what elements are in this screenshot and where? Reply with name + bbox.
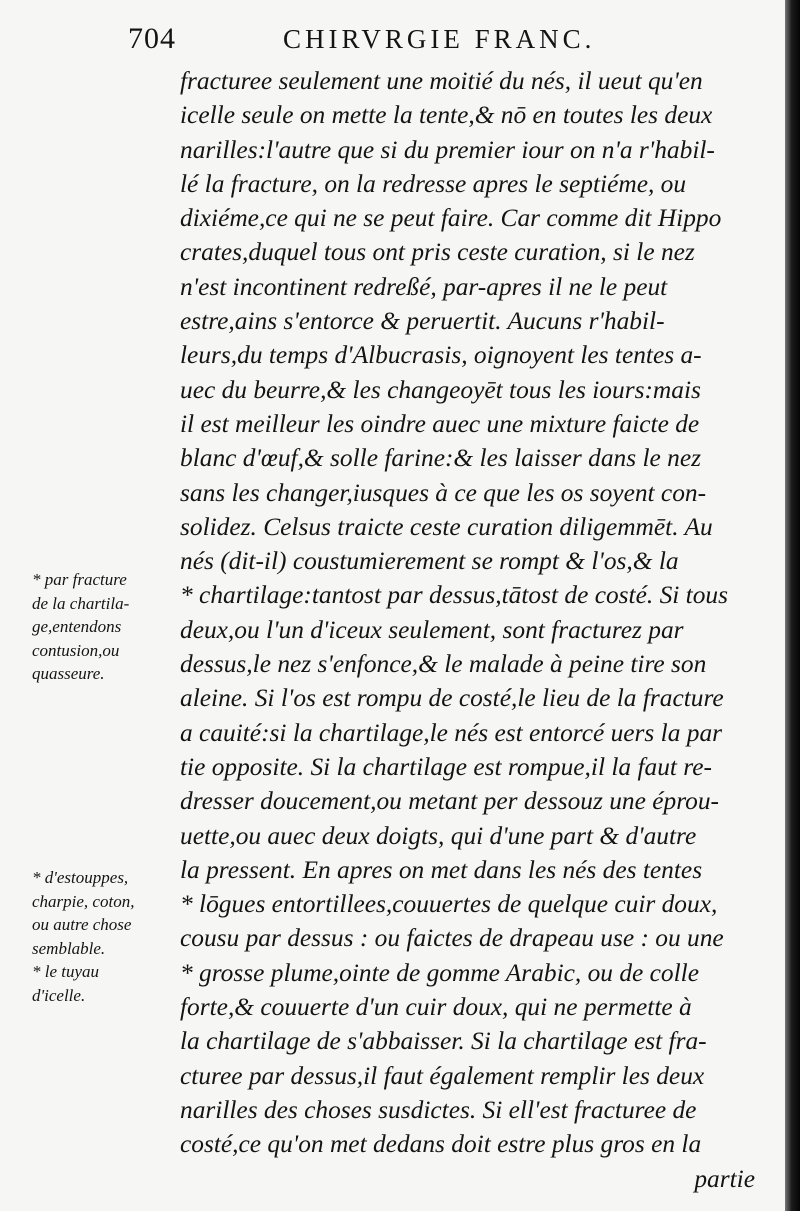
text-line: lé la fracture, on la redresse apres le septiéme, ou xyxy=(180,169,687,198)
text-line: tie opposite. Si la chartilage est rompue,il la faut re- xyxy=(180,752,712,781)
catchword: partie xyxy=(694,1164,755,1193)
page-number: 704 xyxy=(128,22,176,55)
margin-note-line: quasseure. xyxy=(32,664,105,683)
text-line: dresser doucement,ou metant per dessouz une éprou- xyxy=(180,787,719,816)
margin-note-line: de la chartila- xyxy=(32,593,130,613)
margin-note-line: ou autre chose xyxy=(32,915,132,934)
margin-note-line: d'icelle. xyxy=(32,985,86,1005)
text-line: uette,ou auec deux doigts, qui d'une part & d'autre xyxy=(180,821,697,850)
text-line: narilles des choses susdictes. Si ell'est fracturee de xyxy=(180,1095,697,1124)
text-line: nés (dit-il) coustumierement se rompt & l'os,& la xyxy=(180,547,679,576)
text-line: fracturee seulement une moitié du nés, il ueut qu'en xyxy=(180,67,703,95)
text-line: blanc d'œuf,& solle farine:& les laisser dans le nez xyxy=(180,444,701,473)
margin-note-line: * d'estouppes, xyxy=(32,868,129,887)
margin-note-line: charpie, coton, xyxy=(32,891,135,911)
text-line: * grosse plume,ointe de gomme Arabic, ou de colle xyxy=(180,958,699,987)
bleed-through-text xyxy=(30,190,170,530)
text-line: aleine. Si l'os est rompu de costé,le lieu de la fracture xyxy=(180,684,724,713)
text-line: narilles:l'autre que si du premier iour on n'a r'habil- xyxy=(180,135,715,164)
margin-note xyxy=(32,866,134,1007)
text-line: costé,ce qu'on met dedans doit estre plus gros en la xyxy=(180,1130,702,1159)
text-line: uec du beurre,& les changeoyēt tous les iours:mais xyxy=(180,375,701,404)
text-line: il est meilleur les oindre auec une mixture faicte de xyxy=(180,409,700,438)
running-head: CHIRVRGIE FRANC. xyxy=(283,24,596,54)
text-line: forte,& couuerte d'un cuir doux, qui ne permette à xyxy=(180,993,692,1022)
text-line: estre,ains s'entorce & peruertit. Aucuns r'habil- xyxy=(180,307,665,336)
text-line: icelle seule on mette la tente,& nō en toutes les deux xyxy=(180,101,713,130)
margin-note-line: ge,entendons xyxy=(32,617,122,636)
text-line: crates,duquel tous ont pris ceste curation, si le nez xyxy=(180,238,695,267)
margin-note xyxy=(32,568,129,686)
page-edge-shadow xyxy=(785,0,800,1211)
text-line: cturee par dessus,il faut également remplir les deux xyxy=(180,1061,705,1090)
margin-note-line: * le tuyau xyxy=(32,962,100,981)
text-line: la pressent. En apres on met dans les nés des tentes xyxy=(180,855,703,884)
margin-note-line: * par fracture xyxy=(32,570,127,589)
text-line: la chartilage de s'abbaisser. Si la chartilage est fra- xyxy=(180,1027,707,1056)
text-line: a cauité:si la chartilage,le nés est entorcé uers la par xyxy=(180,718,723,747)
text-line: dixiéme,ce qui ne se peut faire. Car comme dit Hippo xyxy=(180,204,722,233)
margin-note-line: semblable. xyxy=(32,938,106,958)
text-line: * chartilage:tantost par dessus,tātost de costé. Si tous xyxy=(180,581,728,610)
main-text-block xyxy=(180,64,765,1196)
margin-note-line: contusion,ou xyxy=(32,640,120,660)
text-line: deux,ou l'un d'iceux seulement, sont fracturez par xyxy=(180,615,684,644)
text-line: solidez. Celsus traicte ceste curation diligemmēt. Au xyxy=(180,512,713,541)
text-line: dessus,le nez s'enfonce,& le malade à peine tire son xyxy=(180,650,707,679)
page-header xyxy=(128,20,673,60)
text-line: leurs,du temps d'Albucrasis, oignoyent les tentes a- xyxy=(180,341,702,370)
text-line: n'est incontinent redreßé, par-apres il ne le peut xyxy=(180,272,668,301)
text-line: sans les changer,iusques à ce que les os soyent con- xyxy=(180,478,707,507)
text-line: * lōgues entortillees,couuertes de quelque cuir doux, xyxy=(180,890,718,919)
text-line: cousu par dessus : ou faictes de drapeau use : ou une xyxy=(180,924,724,953)
